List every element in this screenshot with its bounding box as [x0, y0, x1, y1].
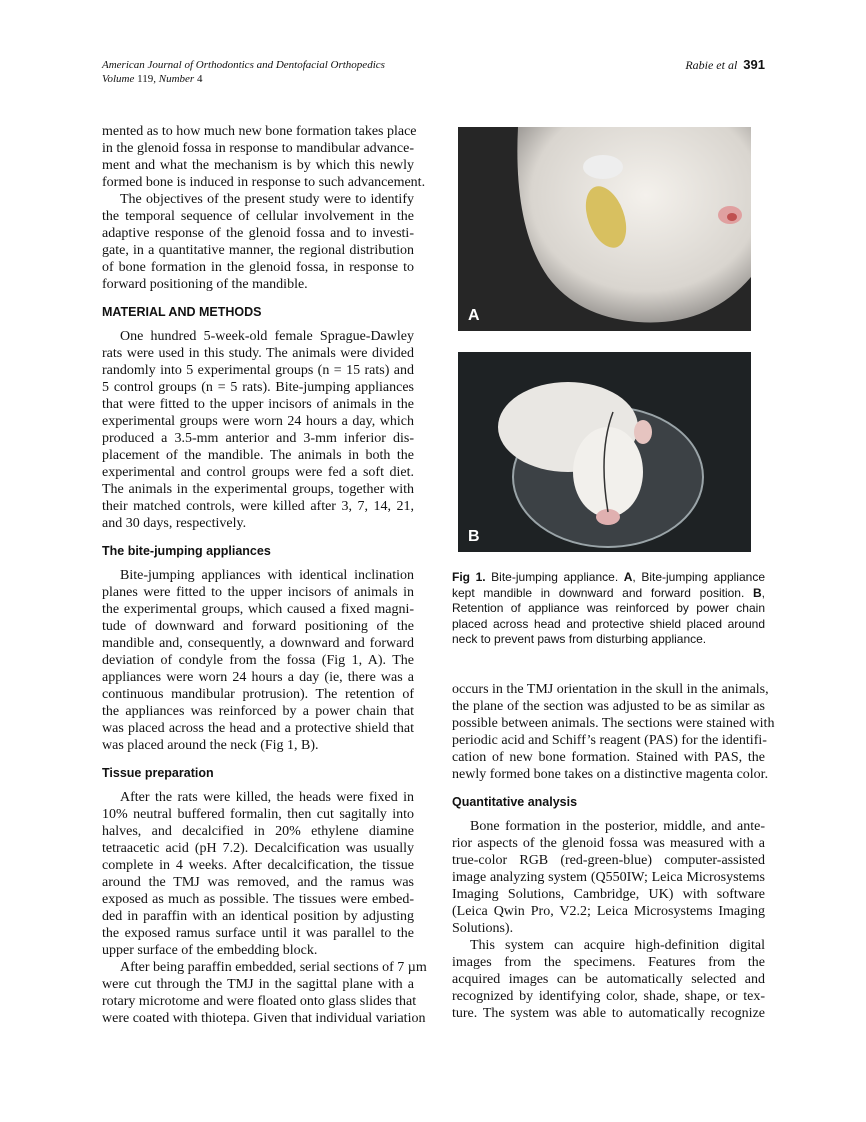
text-line: was placed around the neck (Fig 1, B). — [102, 738, 319, 753]
paragraph — [452, 818, 765, 937]
text-line: mented as to how much new bone formation takes place — [102, 124, 417, 139]
running-header-journal — [102, 58, 385, 86]
text-line: ture. The system was able to automatically recognize — [452, 1006, 765, 1021]
journal-title: American Journal of Orthodontics and Dentofacial Orthopedics — [102, 59, 385, 71]
caption-line — [452, 586, 765, 602]
figure-panel-b-photo — [458, 352, 751, 552]
panel-b-label: B — [468, 528, 480, 545]
text-line: their matched controls, were killed after 3, 7, 14, 21, — [102, 499, 414, 514]
text-line: Bite-jumping appliances with identical inclination — [120, 568, 414, 583]
paragraph — [102, 328, 414, 532]
text-line: Solutions). — [452, 921, 514, 936]
volume-issue — [102, 72, 385, 86]
left-text-column — [102, 123, 427, 1027]
text-line: The animals in the experimental groups, together with — [102, 482, 414, 497]
text-line: cation of new bone formation. Stained with PAS, the — [452, 750, 765, 765]
text-line: rats were used in this study. The animals were divided — [102, 346, 414, 361]
text-line: produced a 3.5-mm anterior and 3-mm inferior dis- — [102, 431, 414, 446]
text-line: gate, in a quantitative manner, the regional distribution — [102, 243, 414, 258]
caption-bold-text: Fig 1. — [452, 570, 486, 584]
text-line: (Leica Qwin Pro, V2.2; Leica Microsystems Imaging — [452, 904, 765, 919]
running-header-page — [685, 58, 765, 72]
text-line: After being paraffin embedded, serial sections of 7 µm — [120, 960, 427, 975]
text-line: adaptive response of the glenoid fossa and to investi- — [102, 226, 414, 241]
caption-line — [452, 632, 765, 648]
text-line: acquired images can be automatically selected and — [452, 972, 765, 987]
text-line: was placed across the head and a protective shield that — [102, 721, 414, 736]
text-line: Bone formation in the posterior, middle, and ante- — [470, 819, 765, 834]
caption-line — [452, 617, 765, 633]
caption-line — [452, 601, 765, 617]
paragraph — [102, 789, 414, 959]
caption-line — [452, 570, 765, 586]
section-heading: Tissue preparation — [102, 766, 214, 780]
caption-text: kept mandible in downward and forward position. — [452, 585, 753, 600]
text-line: the temporal sequence of cellular involvement in the — [102, 209, 414, 224]
text-line: of bone formation in the glenoid fossa, in response to — [102, 260, 414, 275]
text-line: occurs in the TMJ orientation in the skull in the animals, — [452, 682, 769, 697]
caption-bold-text: A — [623, 570, 633, 584]
text-line: ded in paraffin with an identical position by adjusting — [102, 909, 414, 924]
rat-with-shield-image — [458, 352, 751, 552]
authors: Rabie et al — [685, 58, 738, 72]
caption-text: , — [761, 585, 765, 600]
text-line: rotary microtome and were floated onto glass slides that — [102, 994, 417, 1009]
volume-label: Volume — [102, 73, 135, 85]
section-heading: The bite-jumping appliances — [102, 544, 271, 558]
text-line: were coated with thiotepa. Given that individual variation — [102, 1011, 426, 1026]
caption-text: Bite-jumping appliance. — [485, 570, 624, 584]
text-line: After the rats were killed, the heads were fixed in — [120, 790, 414, 805]
text-line: complete in 4 weeks. After decalcification, the tissue — [102, 858, 414, 873]
figure-panel-a-photo — [458, 127, 751, 331]
text-line: exposed as much as possible. The tissues were embed- — [102, 892, 414, 907]
caption-text: Retention of appliance was reinforced by power chain — [452, 601, 765, 615]
text-line: formed bone is induced in response to such advancement. — [102, 175, 426, 190]
paragraph — [102, 123, 426, 191]
text-line: One hundred 5-week-old female Sprague-Dawley — [120, 329, 414, 344]
text-line: deviation of condyle from the fossa (Fig 1, A). The — [102, 653, 414, 668]
text-line: around the TMJ was removed, and the ramus was — [102, 875, 414, 890]
text-line: rior aspects of the glenoid fossa was measured with a — [452, 836, 765, 851]
text-line: The objectives of the present study were to identify — [120, 192, 414, 207]
text-line: continuous mandibular protrusion). The retention of — [102, 687, 414, 702]
text-line: recognized by identifying color, shade, shape, or tex- — [452, 989, 765, 1004]
text-line: newly formed bone takes on a distinctive magenta color. — [452, 767, 769, 782]
text-line: 5 control groups (n = 5 rats). Bite-jumping appliances — [102, 380, 414, 395]
text-line: images from the specimens. Features from the — [452, 955, 765, 970]
text-line: ment and what the mechanism is by which this newly — [102, 158, 414, 173]
volume-number: 119 — [137, 73, 154, 85]
text-line: halves, and decalcified in 20% ethylene diamine — [102, 824, 414, 839]
issue-number: 4 — [196, 73, 203, 85]
text-line: tetraacetic acid (pH 7.2). Decalcification was usually — [102, 841, 414, 856]
text-line: placement of the mandible. The animals in both the — [102, 448, 414, 463]
text-line: 10% neutral buffered formalin, then cut sagitally into — [102, 807, 414, 822]
text-line: tude of downward and forward positioning of the — [102, 619, 414, 634]
section-heading: Quantitative analysis — [452, 795, 578, 809]
text-line: the exposed ramus surface until it was parallel to the — [102, 926, 414, 941]
text-line: true-color RGB (red-green-blue) computer-assisted — [452, 853, 765, 868]
section-heading: MATERIAL AND METHODS — [102, 305, 262, 319]
text-line: mandible and, consequently, a downward and forward — [102, 636, 414, 651]
text-line: periodic acid and Schiff’s reagent (PAS) for the identifi- — [452, 733, 767, 748]
text-line: experimental and control groups were fed a soft diet. — [102, 465, 414, 480]
paragraph — [452, 937, 765, 1022]
text-line: This system can acquire high-definition digital — [470, 938, 765, 953]
text-line: planes were fitted to the upper incisors of animals in — [102, 585, 414, 600]
right-text-column — [452, 681, 775, 1022]
paragraph — [452, 681, 775, 783]
caption-text: placed across head and protective shield placed around — [452, 616, 765, 631]
text-line: image analyzing system (Q550IW; Leica Microsystems — [452, 870, 765, 885]
text-line: the appliances was reinforced by a power chain that — [102, 704, 414, 719]
number-label: , Number — [153, 73, 195, 85]
text-line: randomly into 5 experimental groups (n = 15 rats) and — [102, 363, 414, 378]
text-line: that were fitted to the upper incisors of animals in the — [102, 397, 414, 412]
text-line: possible between animals. The sections were stained with — [452, 716, 775, 731]
figure-caption — [452, 570, 765, 648]
text-line: forward positioning of the mandible. — [102, 277, 308, 292]
text-line: were cut through the TMJ in the sagittal plane with a — [102, 977, 414, 992]
page-number: 391 — [743, 57, 765, 72]
rat-head-closeup-image — [458, 127, 751, 331]
paragraph — [102, 959, 427, 1027]
text-line: the experimental groups, which caused a fixed magni- — [102, 602, 414, 617]
text-line: Imaging Solutions, Cambridge, UK) with software — [452, 887, 765, 902]
text-line: appliances were worn 24 hours a day (ie, there was a — [102, 670, 414, 685]
caption-text: neck to prevent paws from disturbing appliance. — [452, 632, 707, 646]
caption-bold-text: B — [752, 585, 762, 600]
text-line: upper surface of the embedding block. — [102, 943, 318, 958]
panel-a-label: A — [468, 307, 480, 324]
paragraph — [102, 191, 414, 293]
text-line: and 30 days, respectively. — [102, 516, 247, 531]
text-line: in the glenoid fossa in response to mandibular advance- — [102, 141, 414, 156]
text-line: the plane of the section was adjusted to be as similar as — [452, 699, 765, 714]
paragraph — [102, 567, 414, 754]
caption-text: , Bite-jumping appliance — [632, 570, 765, 584]
text-line: experimental groups were worn 24 hours a day, which — [102, 414, 414, 429]
